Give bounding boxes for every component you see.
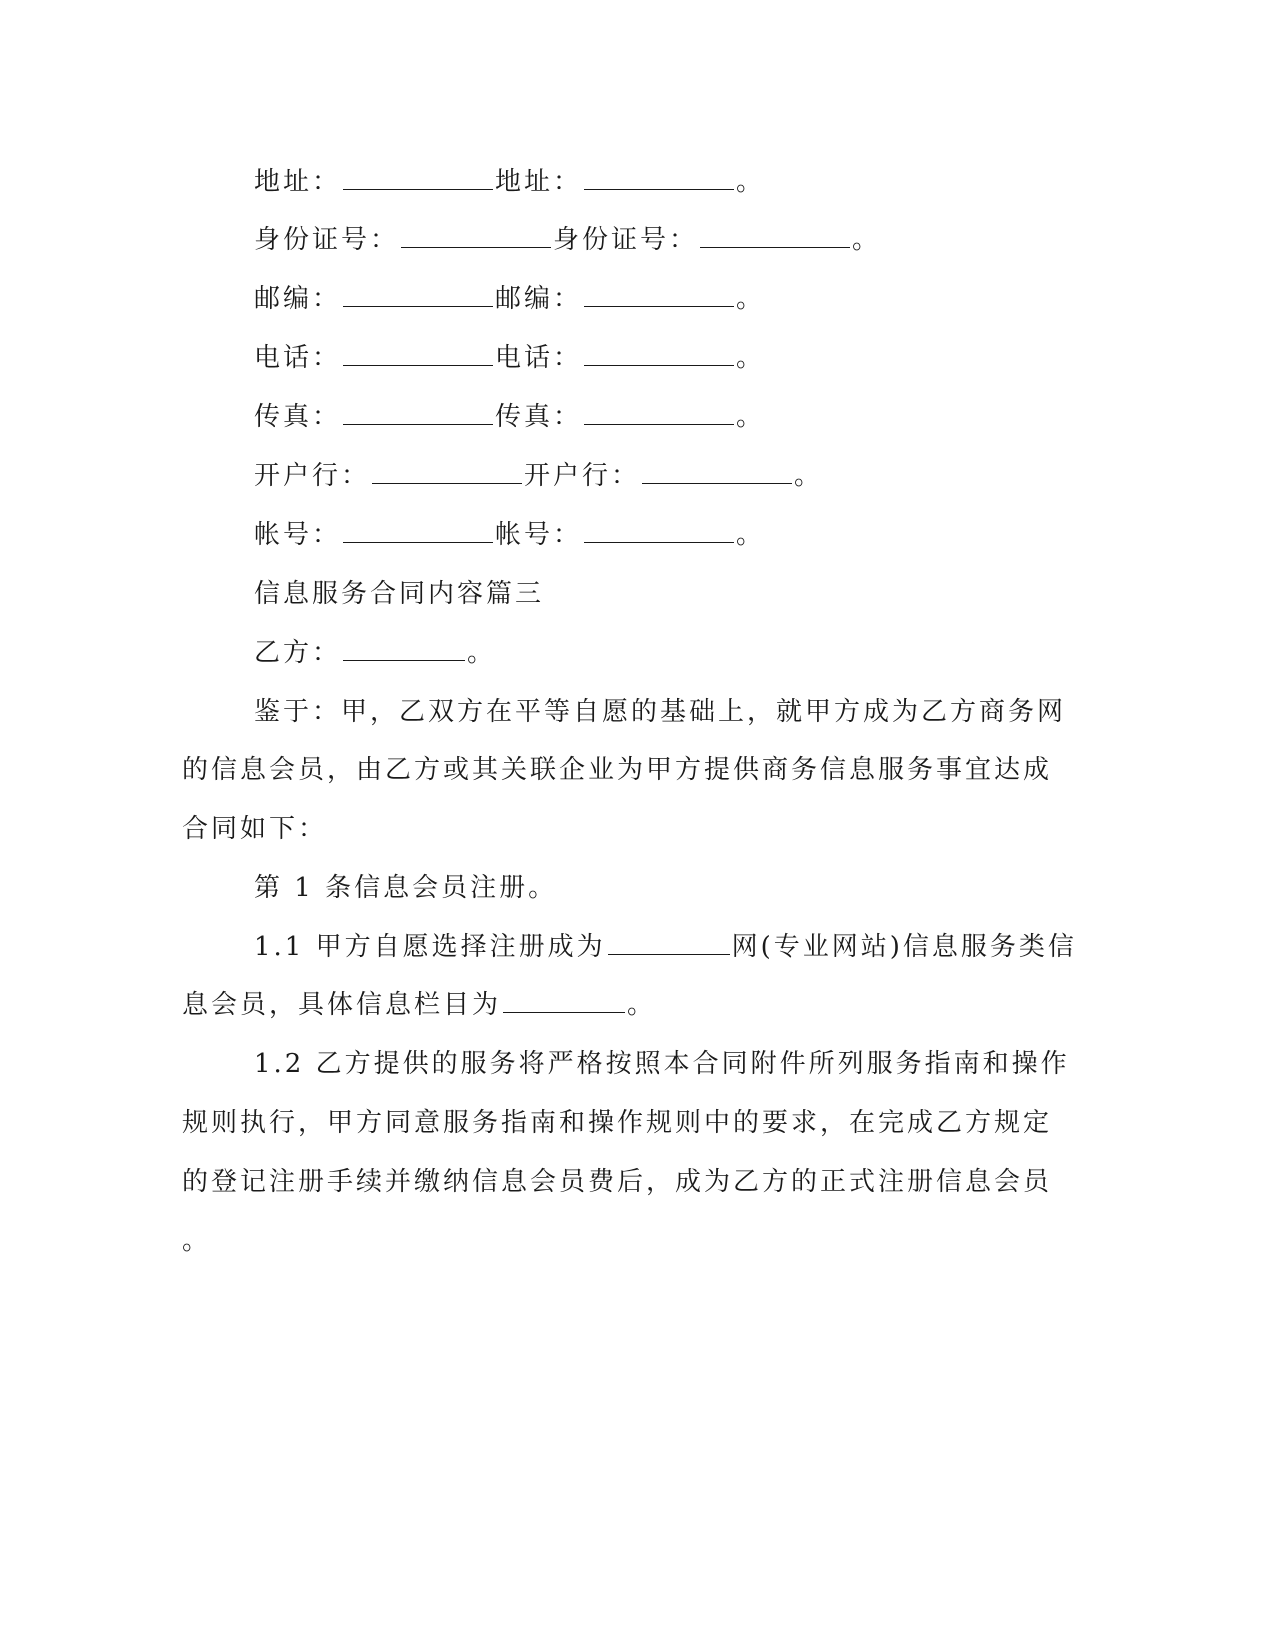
id-number-row (254, 220, 881, 260)
bank-label-a: 开户行： (254, 461, 371, 491)
id-number-label-a: 身份证号： (254, 225, 400, 255)
phone-row (254, 338, 765, 378)
preamble-line-3: 合同如下： (182, 814, 328, 844)
bank-blank-a (372, 457, 522, 484)
postcode-row (254, 279, 765, 319)
bank-row (254, 456, 823, 496)
website-blank (608, 928, 730, 955)
address-row (254, 162, 765, 202)
account-blank-b (584, 516, 734, 543)
postcode-label-b: 邮编： (495, 284, 583, 314)
party-b-row (254, 633, 496, 673)
address-label-a: 地址： (254, 167, 342, 197)
fax-label-a: 传真： (254, 402, 342, 432)
row-end: 。 (794, 461, 824, 491)
id-number-blank-b (700, 221, 850, 248)
address-label-b: 地址： (495, 167, 583, 197)
clause-1-1-line-2 (182, 985, 656, 1025)
row-end: 。 (736, 402, 766, 432)
party-b-blank (343, 634, 465, 661)
fax-blank-a (343, 398, 493, 425)
fax-label-b: 传真： (495, 402, 583, 432)
row-end: 。 (736, 520, 766, 550)
section-title: 信息服务合同内容篇三 (254, 579, 545, 609)
clause-1-2-line-4: 。 (182, 1226, 212, 1256)
bank-label-b: 开户行： (524, 461, 641, 491)
row-end: 。 (627, 990, 657, 1020)
row-end: 。 (736, 343, 766, 373)
row-end: 。 (736, 284, 766, 314)
fax-row (254, 397, 765, 437)
clause-1-2-line-2: 规则执行，甲方同意服务指南和操作规则中的要求，在完成乙方规定 (182, 1108, 1053, 1138)
id-number-blank-a (401, 221, 551, 248)
clause-1-2-line-3: 的登记注册手续并缴纳信息会员费后，成为乙方的正式注册信息会员 (182, 1167, 1053, 1197)
postcode-label-a: 邮编： (254, 284, 342, 314)
phone-label-b: 电话： (495, 343, 583, 373)
clause-1-1-line-1 (254, 927, 1077, 967)
row-end: 。 (852, 225, 882, 255)
clause-1-1-prefix: 1.1 甲方自愿选择注册成为 (254, 932, 606, 962)
preamble-line-1: 鉴于：甲，乙双方在平等自愿的基础上，就甲方成为乙方商务网 (254, 697, 1067, 727)
preamble-line-2: 的信息会员，由乙方或其关联企业为甲方提供商务信息服务事宜达成 (182, 755, 1053, 785)
column-blank (503, 986, 625, 1013)
row-end: 。 (736, 167, 766, 197)
postcode-blank-b (584, 280, 734, 307)
clause-1-1-mid: 网(专业网站)信息服务类信 (731, 932, 1077, 962)
id-number-label-b: 身份证号： (553, 225, 699, 255)
account-label-a: 帐号： (254, 520, 342, 550)
bank-blank-b (642, 457, 792, 484)
clause-1-2-line-1: 1.2 乙方提供的服务将严格按照本合同附件所列服务指南和操作 (254, 1049, 1070, 1079)
phone-blank-a (343, 339, 493, 366)
phone-blank-b (584, 339, 734, 366)
clause-1-1-line-2-text: 息会员，具体信息栏目为 (182, 990, 502, 1020)
phone-label-a: 电话： (254, 343, 342, 373)
account-label-b: 帐号： (495, 520, 583, 550)
party-b-label: 乙方： (254, 638, 342, 668)
fax-blank-b (584, 398, 734, 425)
address-blank-b (584, 163, 734, 190)
row-end: 。 (467, 638, 497, 668)
article-1-title: 第 1 条信息会员注册。 (254, 873, 558, 903)
account-row (254, 515, 765, 555)
postcode-blank-a (343, 280, 493, 307)
address-blank-a (343, 163, 493, 190)
account-blank-a (343, 516, 493, 543)
